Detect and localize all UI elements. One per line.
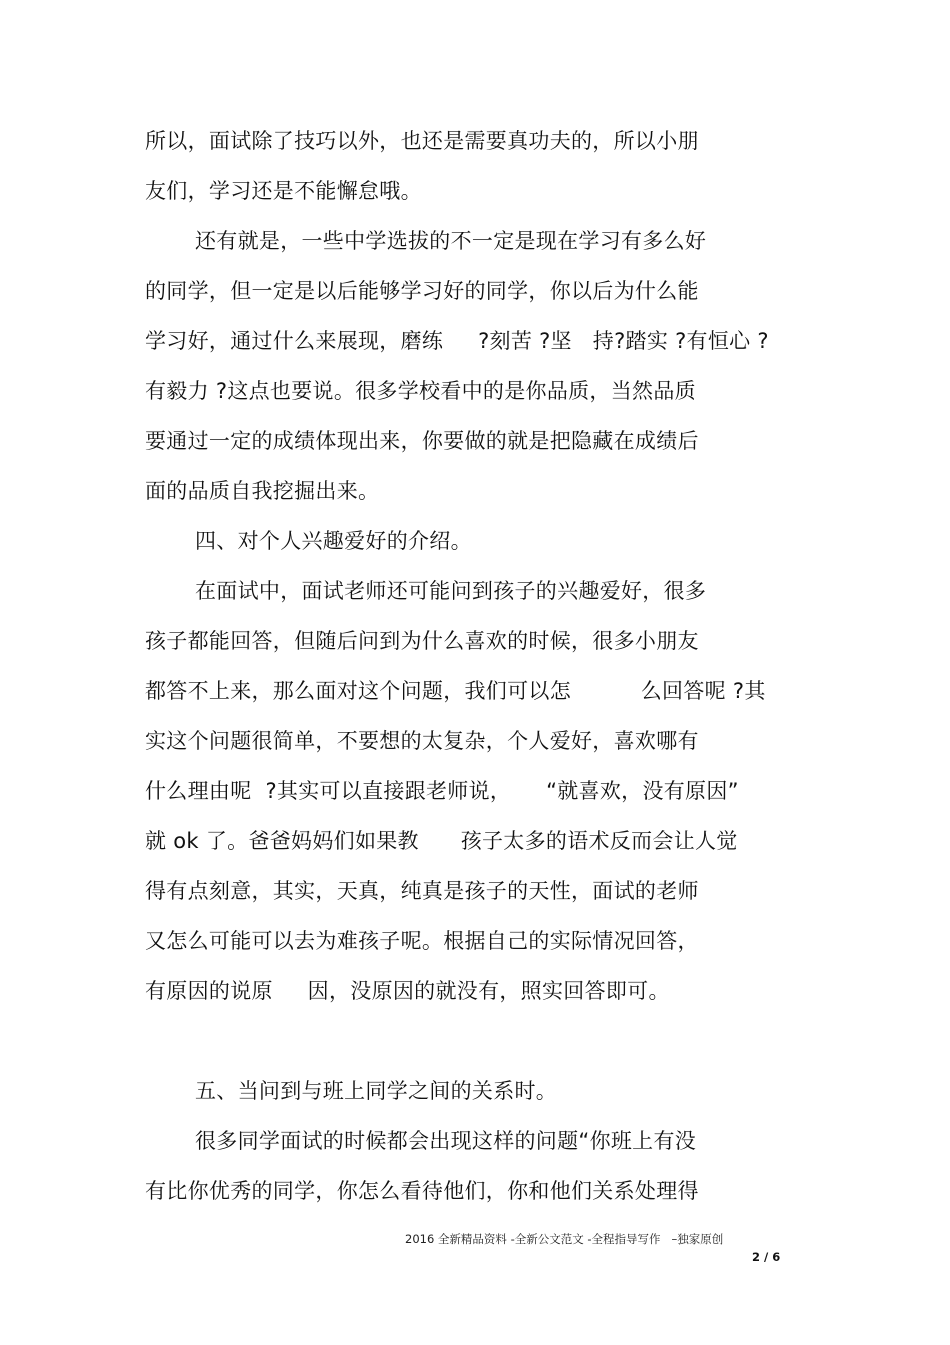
footer-text: 2016 全新精品资料 -全新公文范文 -全程指导写作 –独家原创 <box>405 1232 724 1246</box>
paragraph-line: 的同学，但一定是以后能够学习好的同学，你以后为什么能 <box>145 279 699 303</box>
paragraph-line: 得有点刻意，其实，天真，纯真是孩子的天性，面试的老师 <box>145 879 699 903</box>
paragraph-line: 很多同学面试的时候都会出现这样的问题“你班上有没 <box>195 1129 697 1153</box>
paragraph-line: 要通过一定的成绩体现出来，你要做的就是把隐藏在成绩后 <box>145 429 699 453</box>
paragraph-line: 所以，面试除了技巧以外，也还是需要真功夫的，所以小朋 <box>145 129 699 153</box>
paragraph-line: 在面试中，面试老师还可能问到孩子的兴趣爱好，很多 <box>195 579 707 603</box>
paragraph-line: 都答不上来，那么面对这个问题，我们可以怎 么回答呢 ?其 <box>145 679 766 703</box>
paragraph-line: 有原因的说原 因，没原因的就没有，照实回答即可。 <box>145 979 670 1003</box>
paragraph-line: 什么理由呢 ?其实可以直接跟老师说， “就喜欢，没有原因” <box>145 779 739 803</box>
section-heading: 五、当问到与班上同学之间的关系时。 <box>195 1079 558 1103</box>
paragraph-line: 孩子都能回答，但随后问到为什么喜欢的时候，很多小朋友 <box>145 629 699 653</box>
section-heading: 四、对个人兴趣爱好的介绍。 <box>195 529 472 553</box>
paragraph-line: 面的品质自我挖掘出来。 <box>145 479 380 503</box>
paragraph-line: 有比你优秀的同学，你怎么看待他们，你和他们关系处理得 <box>145 1179 699 1203</box>
paragraph-line: 学习好，通过什么来展现，磨练 ?刻苦 ?坚 持?踏实 ?有恒心 ? <box>145 329 769 353</box>
paragraph-line: 友们，学习还是不能懈怠哦。 <box>145 179 422 203</box>
paragraph-line: 还有就是，一些中学选拔的不一定是现在学习有多么好 <box>195 229 707 253</box>
paragraph-line: 实这个问题很简单，不要想的太复杂，个人爱好，喜欢哪有 <box>145 729 699 753</box>
paragraph-line: 有毅力 ?这点也要说。很多学校看中的是你品质，当然品质 <box>145 379 696 403</box>
paragraph-line: 就 ok 了。爸爸妈妈们如果教 孩子太多的语术反而会让人觉 <box>145 829 738 853</box>
paragraph-line: 又怎么可能可以去为难孩子呢。根据自己的实际情况回答， <box>145 929 699 953</box>
page-number: 2 / 6 <box>752 1250 781 1264</box>
